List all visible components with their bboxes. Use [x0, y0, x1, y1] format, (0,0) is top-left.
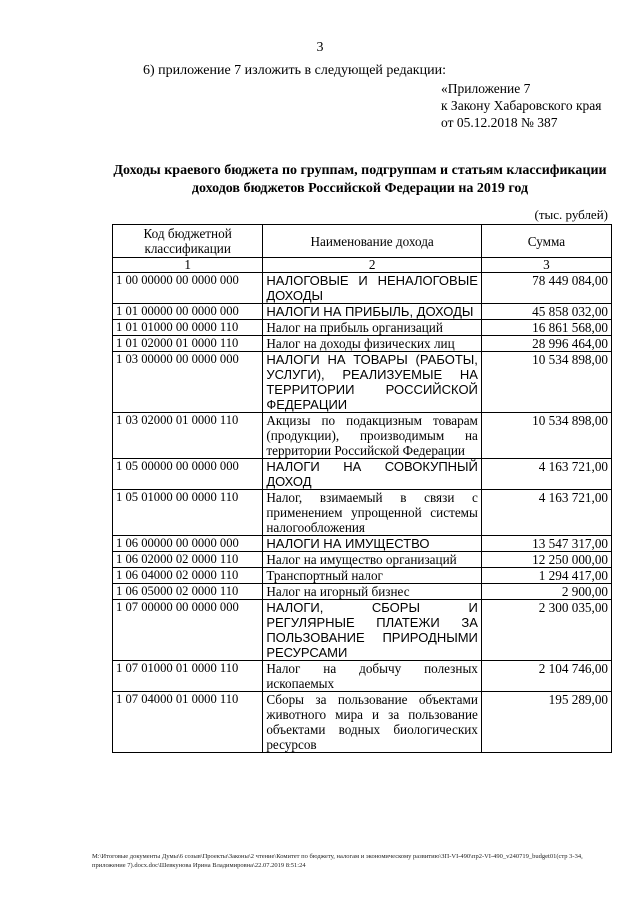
file-path-footer: M:\Итоговые документы Думы\6 созыв\Проекты\Законы\2 чтение\Комитет по бюджету, налогам и экономическому развитию\ЗП-VI-490\пр2-VI-490_v240719_budget01(стр 3-34, приложение 7).docx.doc\Шевкунова Ирина Владимировна\22.07.2019 8:51:24 — [92, 853, 583, 869]
table-row — [113, 352, 612, 413]
row-code: 1 06 00000 00 0000 000 — [113, 536, 263, 552]
row-sum: 195 289,00 — [481, 692, 611, 753]
row-sum: 10 534 898,00 — [481, 352, 611, 413]
row-code: 1 06 05000 02 0000 110 — [113, 584, 263, 600]
row-sum: 4 163 721,00 — [481, 490, 611, 536]
table-header-row — [113, 225, 612, 258]
table-row — [113, 273, 612, 304]
row-sum: 45 858 032,00 — [481, 304, 611, 320]
row-code: 1 00 00000 00 0000 000 — [113, 273, 263, 304]
row-name: Налог на доходы физических лиц — [263, 336, 482, 352]
row-name: НАЛОГИ, СБОРЫ И РЕГУЛЯРНЫЕ ПЛАТЕЖИ ЗА ПОЛЬЗОВАНИЕ ПРИРОДНЫМИ РЕСУРСАМИ — [263, 600, 482, 661]
row-name: НАЛОГИ НА ИМУЩЕСТВО — [263, 536, 482, 552]
appendix-line-2: к Закону Хабаровского края — [441, 98, 602, 113]
row-sum: 13 547 317,00 — [481, 536, 611, 552]
table-row — [113, 552, 612, 568]
row-sum: 78 449 084,00 — [481, 273, 611, 304]
table-row — [113, 584, 612, 600]
row-sum: 16 861 568,00 — [481, 320, 611, 336]
row-sum: 2 300 035,00 — [481, 600, 611, 661]
column-number-row — [113, 258, 612, 273]
row-code: 1 05 01000 00 0000 110 — [113, 490, 263, 536]
row-name: НАЛОГОВЫЕ И НЕНАЛОГОВЫЕ ДОХОДЫ — [263, 273, 482, 304]
row-name: НАЛОГИ НА ТОВАРЫ (РАБОТЫ, УСЛУГИ), РЕАЛИЗУЕМЫЕ НА ТЕРРИТОРИИ РОССИЙСКОЙ ФЕДЕРАЦИИ — [263, 352, 482, 413]
table-body — [113, 273, 612, 753]
column-number: 2 — [263, 258, 482, 273]
row-name: Налог, взимаемый в связи с применением упрощенной системы налогообложения — [263, 490, 482, 536]
row-name: Сборы за пользование объектами животного мира и за пользование объектами водных биологических ресурсов — [263, 692, 482, 753]
column-number: 1 — [113, 258, 263, 273]
title-line-1: Доходы краевого бюджета по группам, подгруппам и статьям классификации — [113, 163, 607, 178]
table-row — [113, 568, 612, 584]
row-code: 1 06 02000 02 0000 110 — [113, 552, 263, 568]
row-code: 1 07 04000 01 0000 110 — [113, 692, 263, 753]
row-code: 1 01 02000 01 0000 110 — [113, 336, 263, 352]
table-row — [113, 320, 612, 336]
title-line-2: доходов бюджетов Российской Федерации на 2019 год — [191, 181, 529, 196]
row-code: 1 06 04000 02 0000 110 — [113, 568, 263, 584]
row-sum: 12 250 000,00 — [481, 552, 611, 568]
row-code: 1 03 00000 00 0000 000 — [113, 352, 263, 413]
page-number: 3 — [316, 40, 324, 55]
header-code: Код бюджетной классификации — [113, 225, 263, 258]
table-row — [113, 490, 612, 536]
intro-text: 6) приложение 7 изложить в следующей редакции: — [143, 63, 446, 78]
row-code: 1 01 01000 00 0000 110 — [113, 320, 263, 336]
row-name: Транспортный налог — [263, 568, 482, 584]
row-sum: 2 900,00 — [481, 584, 611, 600]
document-title — [100, 162, 620, 198]
row-code: 1 07 00000 00 0000 000 — [113, 600, 263, 661]
row-code: 1 03 02000 01 0000 110 — [113, 413, 263, 459]
budget-table — [112, 224, 612, 753]
appendix-line-1: «Приложение 7 — [441, 81, 531, 96]
row-sum: 4 163 721,00 — [481, 459, 611, 490]
row-sum: 28 996 464,00 — [481, 336, 611, 352]
table-row — [113, 304, 612, 320]
table-row — [113, 413, 612, 459]
row-sum: 10 534 898,00 — [481, 413, 611, 459]
header-name: Наименование дохода — [263, 225, 482, 258]
row-name: Акцизы по подакцизным товарам (продукции), производимым на территории Российской Федерации — [263, 413, 482, 459]
row-sum: 1 294 417,00 — [481, 568, 611, 584]
row-name: Налог на игорный бизнес — [263, 584, 482, 600]
table-row — [113, 692, 612, 753]
table-row — [113, 536, 612, 552]
table-row — [113, 661, 612, 692]
row-name: Налог на добычу полезных ископаемых — [263, 661, 482, 692]
column-number: 3 — [481, 258, 611, 273]
appendix-header — [441, 80, 602, 131]
header-sum: Сумма — [481, 225, 611, 258]
row-name: НАЛОГИ НА ПРИБЫЛЬ, ДОХОДЫ — [263, 304, 482, 320]
row-name: Налог на прибыль организаций — [263, 320, 482, 336]
row-code: 1 05 00000 00 0000 000 — [113, 459, 263, 490]
table-row — [113, 459, 612, 490]
table-row — [113, 600, 612, 661]
units-label: (тыс. рублей) — [534, 207, 608, 222]
row-sum: 2 104 746,00 — [481, 661, 611, 692]
row-name: НАЛОГИ НА СОВОКУПНЫЙ ДОХОД — [263, 459, 482, 490]
appendix-line-3: от 05.12.2018 № 387 — [441, 115, 558, 130]
table-row — [113, 336, 612, 352]
row-name: Налог на имущество организаций — [263, 552, 482, 568]
row-code: 1 01 00000 00 0000 000 — [113, 304, 263, 320]
row-code: 1 07 01000 01 0000 110 — [113, 661, 263, 692]
